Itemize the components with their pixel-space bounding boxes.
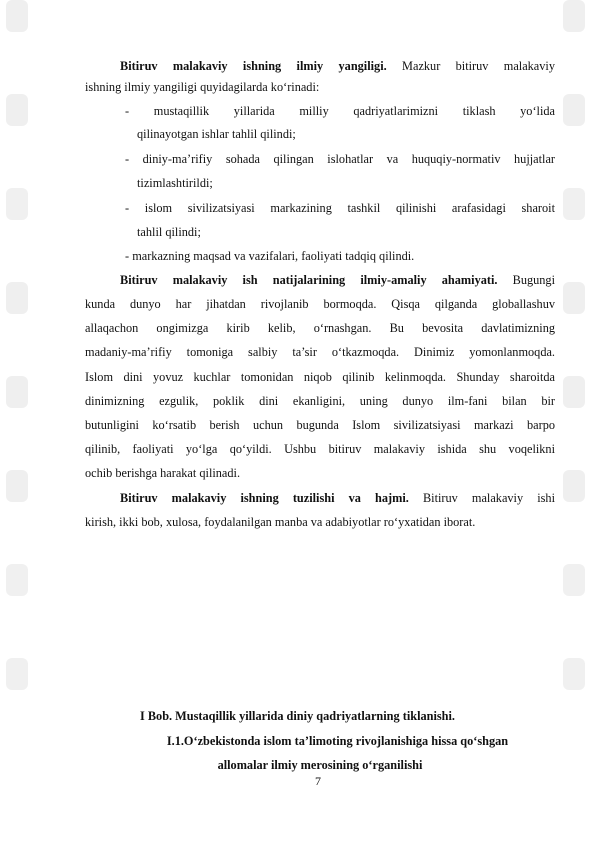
significance-label: Bitiruv malakaviy ish natijalarining ilmiy-amaliy ahamiyati. (120, 273, 498, 287)
watermark-mark (563, 188, 585, 220)
watermark-mark (563, 470, 585, 502)
bullet-item-2-cont: tizimlashtirildi; (137, 176, 213, 190)
bullet-text: markazning maqsad va vazifalari, faoliyati tadqiq qilindi. (132, 249, 415, 263)
structure-text: Bitiruv malakaviy ishi (422, 491, 555, 505)
structure-line-1 (120, 491, 555, 505)
significance-line: butunligini ko‘rsatib berish uchun bugunda Islom sivilizatsiyasi markazi barpo (85, 418, 555, 432)
watermark-mark (6, 282, 28, 314)
bullet-dash: - (125, 152, 130, 166)
significance-line: qilinib, faoliyati yo‘lga qo‘yildi. Ushbu bitiruv malakaviy ishida shu voqelikni (85, 442, 555, 456)
significance-line: dinimizning ezgulik, poklik dini ekanligini, uning dunyo ilm-fani bilan bir (85, 394, 555, 408)
watermark-mark (6, 94, 28, 126)
bullet-item-1-cont: qilinayotgan ishlar tahlil qilindi; (137, 127, 296, 141)
structure-line-2: kirish, ikki bob, xulosa, foydalanilgan manba va adabiyotlar ro‘yxatidan iborat. (85, 515, 476, 529)
watermark-mark (563, 376, 585, 408)
watermark-mark (6, 470, 28, 502)
bullet-item-4 (125, 249, 595, 263)
significance-line: allaqachon ongimizga kirib kelib, o‘rnashgan. Bu bevosita davlatimizning (85, 321, 555, 335)
bullet-item-2 (125, 152, 555, 166)
chapter-heading: I Bob. Mustaqillik yillarida diniy qadriyatlarning tiklanishi. (139, 709, 456, 723)
watermark-mark (563, 564, 585, 596)
section-heading-line-2: allomalar ilmiy merosining o‘rganilishi (217, 758, 423, 772)
watermark-mark (6, 658, 28, 690)
watermark-mark (563, 658, 585, 690)
section-heading-line-1: I.1.O‘zbekistonda islom ta’limoting rivojlanishiga hissa qo‘shgan (166, 734, 509, 748)
watermark-mark (6, 188, 28, 220)
bullet-item-3 (125, 201, 555, 215)
structure-label: Bitiruv malakaviy ishning tuzilishi va hajmi. (120, 491, 409, 505)
page-number: 7 (315, 774, 321, 788)
significance-line: ochib berishga harakat qilinadi. (85, 466, 241, 480)
watermark-mark (6, 0, 28, 32)
bullet-dash: - (125, 104, 130, 118)
bullet-dash: - (125, 249, 130, 263)
significance-line-1 (120, 273, 555, 287)
novelty-line-2: ishning ilmiy yangiligi quyidagilarda ko‘rinadi: (85, 80, 320, 94)
bullet-item-1 (125, 104, 555, 118)
watermark-mark (6, 564, 28, 596)
watermark-mark (563, 94, 585, 126)
bullet-text: islom sivilizatsiyasi markazining tashkil qilinishi arafasidagi sharoit (144, 201, 555, 215)
bullet-text: mustaqillik yillarida milliy qadriyatlarimizni tiklash yo‘lida (153, 104, 555, 118)
bullet-dash: - (125, 201, 130, 215)
watermark-mark (563, 282, 585, 314)
significance-text: Bugungi (512, 273, 555, 287)
significance-line: madaniy-ma’rifiy tomoniga salbiy ta’sir o‘tkazmoqda. Dinimiz yomonlanmoqda. (85, 345, 555, 359)
significance-line: Islom dini yovuz kuchlar tomonidan niqob qilinib kelinmoqda. Shunday sharoitda (85, 370, 555, 384)
watermark-mark (563, 0, 585, 32)
bullet-text: diniy-ma’rifiy sohada qilingan islohatlar va huquqiy-normativ hujjatlar (142, 152, 555, 166)
significance-line: kunda dunyo har jihatdan rivojlanib bormoqda. Qisqa qilganda globallashuv (85, 297, 555, 311)
novelty-text: Mazkur bitiruv malakaviy (402, 59, 555, 73)
watermark-mark (6, 376, 28, 408)
novelty-label: Bitiruv malakaviy ishning ilmiy yangiligi. (120, 59, 387, 73)
bullet-item-3-cont: tahlil qilindi; (137, 225, 201, 239)
novelty-line-1 (120, 59, 555, 73)
